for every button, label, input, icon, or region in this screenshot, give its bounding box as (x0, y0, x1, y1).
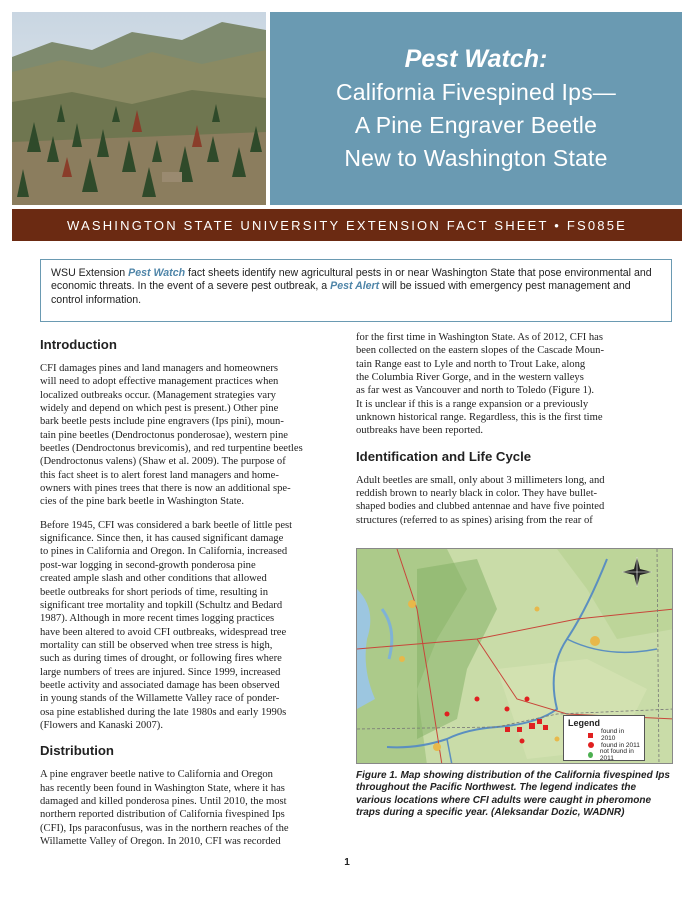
line: unknown historical range. Regardless, this is the first time (356, 412, 603, 424)
line: mortality can still be observed when tree stress is high, (40, 639, 273, 651)
line: created ample slash and other conditions that allowed (40, 573, 267, 585)
line: bark beetle pests include pine engravers (Ips pini), moun- (40, 416, 284, 428)
legend-item-not-found (568, 750, 640, 760)
line: localized outbreaks occur. (Management strategies vary (40, 389, 276, 401)
line: It is unclear if this is a range expansion or a previously (356, 398, 589, 410)
introduction-heading: Introduction (40, 337, 117, 352)
line: reddish brown to nearly black in color. They have bullet- (356, 488, 598, 500)
line: A pine engraver beetle native to California and Oregon (40, 769, 273, 781)
identification-paragraph-1 (356, 474, 676, 527)
line: northern reported distribution of California fivespined Ips (40, 809, 285, 821)
legend-label: found in 2010 (600, 728, 625, 742)
distribution-paragraph-2 (356, 331, 676, 438)
line: osa pine established during the late 1980s and early 1990s (40, 706, 287, 718)
line: (CFI), Ips paraconfusus, was in the northern reaches of the (40, 822, 289, 834)
line: been collected on the eastern slopes of the Cascade Moun- (356, 345, 604, 357)
line: shaped bodies and clubbed antennae and have five pointed (356, 501, 605, 513)
left-column (40, 336, 340, 858)
legend-item-2010 (568, 730, 640, 740)
line: post-war logging in second-growth ponderosa pine (40, 559, 256, 571)
pest-watch-link: Pest Watch (128, 267, 186, 279)
right-column (356, 331, 676, 537)
line: has recently been found in Washington State, where it has (40, 782, 285, 794)
line: structures (referred to as spines) arising from the rear of (356, 514, 593, 526)
line: in young stands of the Willamette Valley race of ponder- (40, 693, 280, 705)
line: widely and depend on which pest is present.) Other pine (40, 403, 279, 415)
legend-title: Legend (568, 718, 601, 728)
line: 1987). Although in more recent times logging practices (40, 613, 275, 625)
map-legend (563, 715, 645, 761)
north-arrow-icon (622, 557, 652, 587)
distribution-map (356, 548, 673, 764)
title-line-1: California Fivespined Ips— (335, 79, 617, 105)
line: owners with pines trees that there is now an additional spe- (40, 483, 291, 495)
title-line-3: New to Washington State (344, 145, 608, 171)
legend-label: not found in 2011 (599, 748, 634, 762)
line: damaged and killed ponderosa pines. Until 2010, the most (40, 795, 287, 807)
intro-text-1: WSU Extension (51, 267, 129, 279)
line: as far west as Vancouver and north to Toledo (Figure 1). (356, 385, 595, 397)
red-dot-icon (588, 742, 594, 748)
line: (Dendroctonus valens) (Shaw et al. 2009). The purpose of (40, 456, 286, 468)
page-number: 1 (344, 857, 350, 868)
red-square-icon (588, 733, 593, 738)
line: beetle activity and associated damage has been observed (40, 679, 280, 691)
line: tain Range east to Lyle and north to Trout Lake, along (356, 358, 586, 370)
line: Before 1945, CFI was considered a bark beetle of little pest (40, 519, 293, 531)
intro-box (40, 259, 672, 322)
introduction-paragraph-1 (40, 362, 340, 509)
fact-sheet-band: WASHINGTON STATE UNIVERSITY EXTENSION FACT SHEET • FS085E (12, 209, 682, 241)
green-dot-icon (588, 752, 593, 758)
introduction-paragraph-2 (40, 519, 340, 733)
line: this fact sheet is to alert forest land managers and home- (40, 469, 279, 481)
figure-caption: Figure 1. Map showing distribution of the California fivespined Ips throughout the Pacific Northwest. The legend indicates the various locations where CFI adults were caught in pheromone traps during a specific year. (Aleksandar Dozic, WADNR) (356, 770, 670, 819)
distribution-paragraph-1 (40, 768, 340, 848)
legend-label: found in 2011 (601, 741, 640, 749)
distribution-heading: Distribution (40, 743, 114, 759)
pest-watch-title: Pest Watch: (404, 45, 548, 73)
title-block (270, 12, 682, 205)
line: Adult beetles are small, only about 3 millimeters long, and (356, 474, 605, 486)
line: significance. Since then, it has caused significant damage (40, 533, 284, 545)
header-photo (12, 12, 266, 205)
identification-heading: Identification and Life Cycle (356, 448, 532, 464)
intro-text-3: will be issued with emergency pest management and control information. (51, 280, 631, 306)
title-line-2: A Pine Engraver Beetle (354, 112, 598, 138)
line: tain pine beetles (Dendroctonus ponderosae), western pine (40, 429, 288, 441)
line: Willamette Valley of Oregon. In 2010, CFI was recorded (40, 836, 281, 847)
line: significant tree mortality and topkill (Schultz and Bedard (40, 599, 283, 611)
line: have been altered to avoid CFI outbreaks, widespread tree (40, 626, 287, 638)
line: beetle outbreaks for short periods of time, resulting in (40, 586, 269, 598)
line: large numbers of trees are injured. Since 1999, increased (40, 666, 281, 678)
line: (Flowers and Kanaski 2007). (40, 719, 163, 731)
line: the Columbia River Gorge, and in the western valleys (356, 372, 584, 384)
line: outbreaks have been reported. (356, 425, 484, 437)
line: will need to adopt effective management practices when (40, 376, 279, 388)
pest-alert-link: Pest Alert (330, 280, 380, 293)
line: to pines in California and Oregon. In California, increased (40, 546, 288, 558)
line: for the first time in Washington State. As of 2012, CFI has (356, 332, 604, 343)
line: cies of the pine bark beetle in Washington State. (40, 496, 245, 508)
intro-text-2: fact sheets identify new agricultural pests in or near Washington State that pose environmental and economic threats. In the event of a severe pest outbreak, a (51, 267, 652, 293)
line: CFI damages pines and land managers and homeowners (40, 363, 279, 374)
line: beetles (Dendroctonus brevicomis), and red turpentine beetles (40, 443, 303, 455)
line: such as during times of drought, or following fires where (40, 653, 282, 665)
